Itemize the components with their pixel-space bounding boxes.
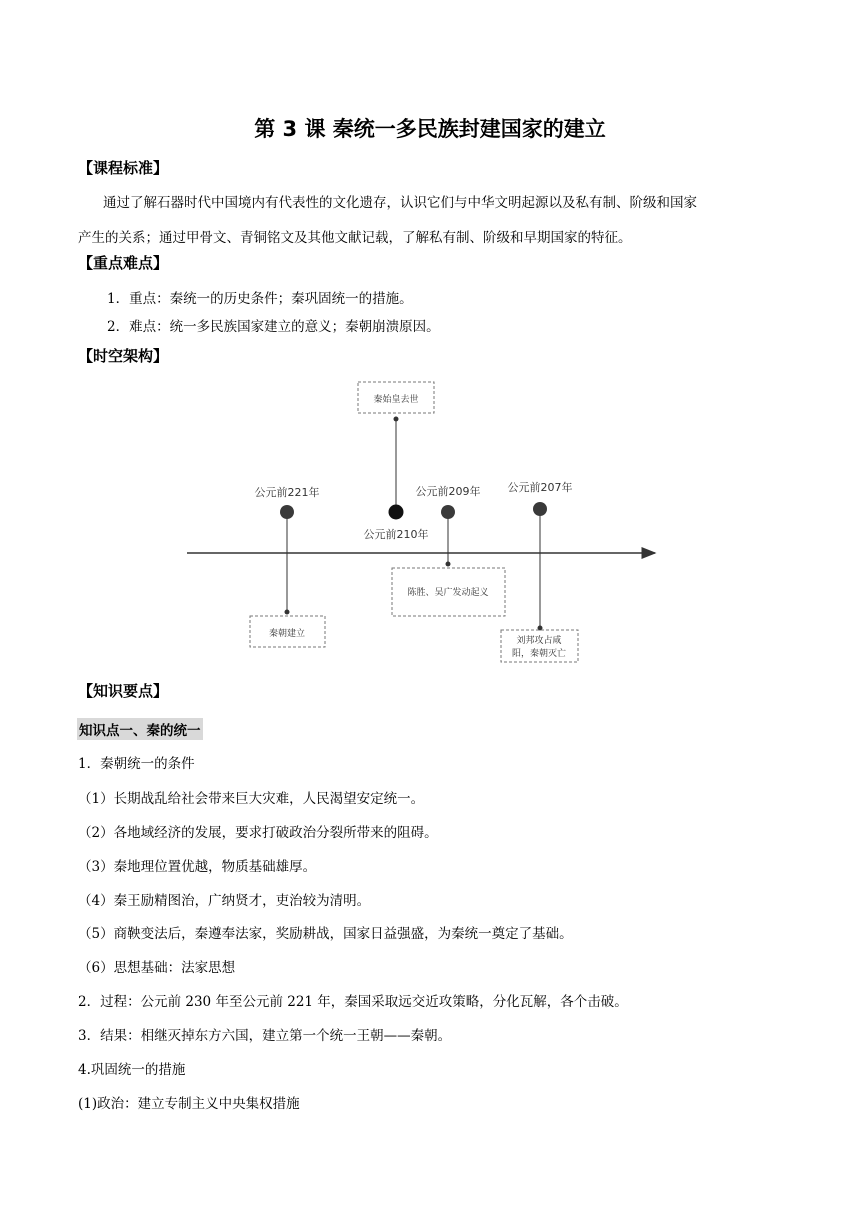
date-label-207: 公元前207年 <box>507 481 573 494</box>
condition-6: （6）思想基础：法家思想 <box>78 960 236 976</box>
standard-text-line-1: 通过了解石器时代中国境内有代表性的文化遗存，认识它们与中华文明起源以及私有制、阶级和国家 <box>103 195 697 211</box>
section-heading-timeline: 【时空架构】 <box>78 347 169 365</box>
timeline-diagram <box>0 370 860 670</box>
connector-dot-221 <box>285 610 290 615</box>
event-qin-founded: 秦朝建立 <box>268 629 306 639</box>
condition-4: （4）秦王励精图治，广纳贤才，吏治较为清明。 <box>78 893 371 909</box>
condition-1: （1）长期战乱给社会带来巨大灾难，人民渴望安定统一。 <box>78 791 425 807</box>
condition-5: （5）商鞅变法后，秦遵奉法家，奖励耕战，国家日益强盛，为秦统一奠定了基础。 <box>78 926 573 942</box>
standard-text-line-2: 产生的关系；通过甲骨文、青铜铭文及其他文献记载，了解私有制、阶级和早期国家的特征。 <box>78 230 632 246</box>
knowledge-line-2: 2．过程：公元前 230 年至公元前 221 年，秦国采取远交近攻策略，分化瓦解，各个击破。 <box>78 994 628 1010</box>
connector-dot-209 <box>446 562 451 567</box>
event-liu-bang-line-2: 阳，秦朝灭亡 <box>511 649 567 659</box>
connector-dot-210 <box>394 417 399 422</box>
knowledge-line-4: 4.巩固统一的措施 <box>78 1062 186 1078</box>
condition-2: （2）各地域经济的发展，要求打破政治分裂所带来的阻碍。 <box>78 825 438 841</box>
date-label-209: 公元前209年 <box>415 485 481 498</box>
knowledge-line-3: 3．结果：相继灭掉东方六国，建立第一个统一王朝——秦朝。 <box>78 1028 452 1044</box>
section-heading-key-points: 【重点难点】 <box>78 254 169 272</box>
date-label-221: 公元前221年 <box>254 486 320 499</box>
key-point-1: 1．重点：秦统一的历史条件；秦巩固统一的措施。 <box>107 291 413 307</box>
timeline-node-210 <box>389 505 404 520</box>
knowledge-line-5: (1)政治：建立专制主义中央集权措施 <box>78 1096 300 1112</box>
event-liu-bang-line-1: 刘邦攻占咸 <box>516 636 562 646</box>
event-qin-death: 秦始皇去世 <box>373 395 419 405</box>
condition-3: （3）秦地理位置优越，物质基础雄厚。 <box>78 859 317 875</box>
event-chen-wu: 陈胜、吴广发动起义 <box>407 588 489 598</box>
section-heading-standard: 【课程标准】 <box>78 159 169 177</box>
page-title: 第 3 课 秦统一多民族封建国家的建立 <box>254 117 606 141</box>
timeline-node-221 <box>280 505 294 519</box>
knowledge-line-1: 1．秦朝统一的条件 <box>78 756 195 772</box>
timeline-node-209 <box>441 505 455 519</box>
knowledge-point-heading: 知识点一、秦的统一 <box>77 718 203 740</box>
section-heading-knowledge: 【知识要点】 <box>78 682 169 700</box>
date-label-210: 公元前210年 <box>363 528 429 541</box>
key-point-2: 2．难点：统一多民族国家建立的意义；秦朝崩溃原因。 <box>107 319 440 335</box>
timeline-node-207 <box>533 502 547 516</box>
